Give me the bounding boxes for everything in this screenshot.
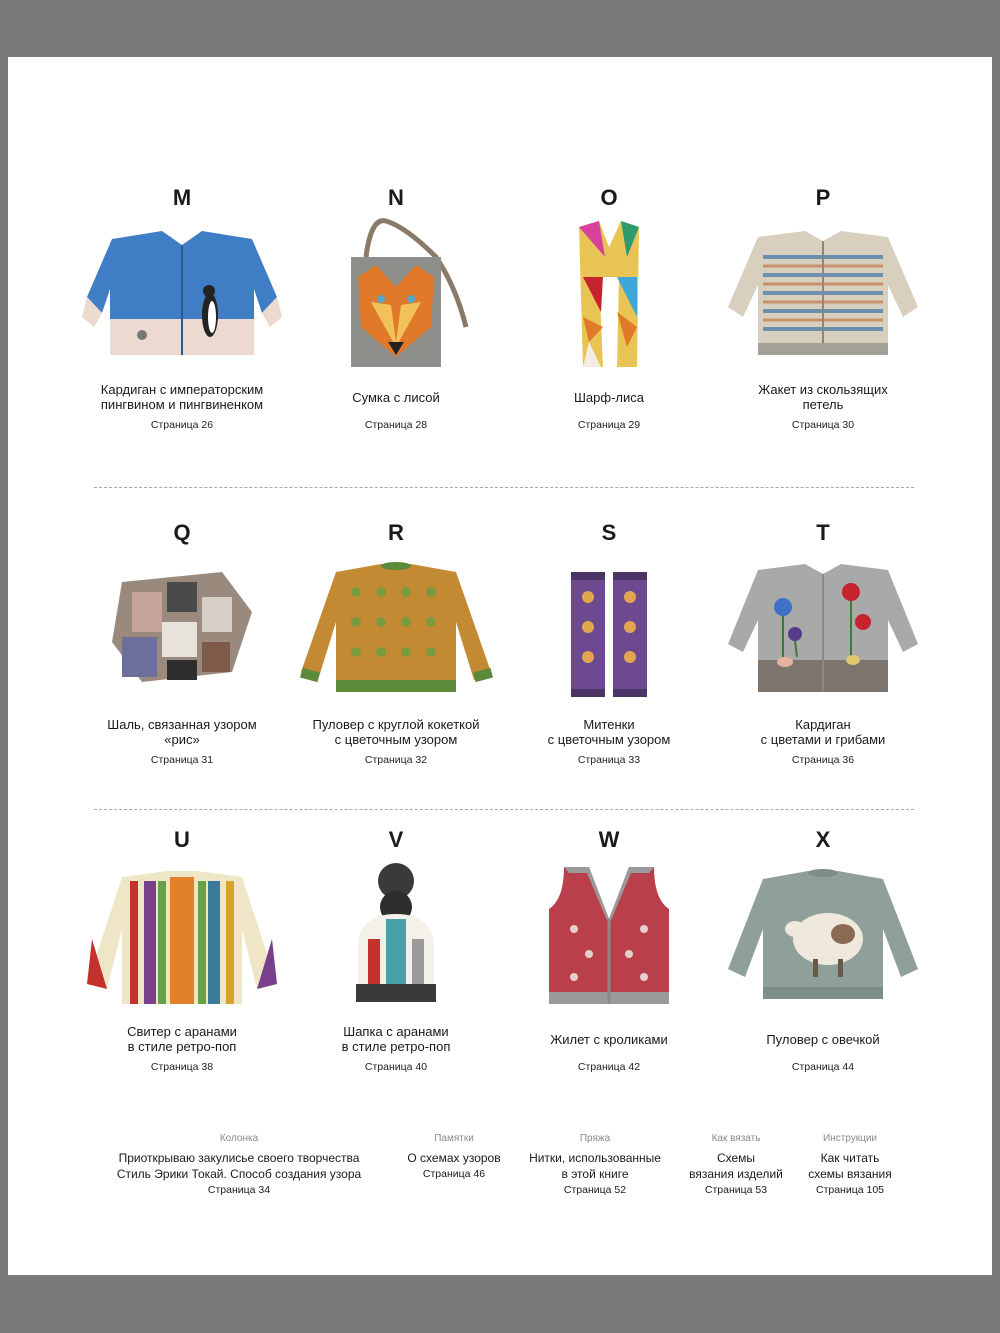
item-title: Сумка с лисой [352, 389, 440, 405]
item-page-ref: Страница 40 [364, 1061, 428, 1073]
footer-title-line: Приоткрываю закулисье своего творчества [118, 1151, 360, 1165]
footer-link-memos[interactable] [394, 1131, 514, 1182]
floral-mittens-image [509, 552, 709, 702]
item-title: Жилет с кроликами [550, 1031, 668, 1047]
item-letter: Q [173, 520, 191, 545]
item-letter: P [815, 185, 831, 210]
item-card-v[interactable] [289, 829, 503, 1099]
rice-stitch-shawl-image [82, 552, 282, 702]
footer-category: Инструкции [822, 1133, 877, 1144]
item-letter: V [388, 827, 404, 852]
footer-category: Как вязать [711, 1133, 761, 1144]
item-page-ref: Страница 38 [150, 1061, 214, 1073]
item-title: Шарф-лиса [574, 389, 644, 405]
item-letter: T [816, 520, 830, 545]
footer-page-ref: Страница 34 [207, 1184, 271, 1196]
item-title: Кардиган с императорским пингвином и пингвиненком [100, 382, 264, 412]
item-page-ref: Страница 29 [577, 419, 641, 431]
slip-stitch-jacket-image [723, 217, 923, 367]
item-letter: N [388, 185, 404, 210]
item-card-q[interactable] [75, 522, 289, 792]
item-page-ref: Страница 26 [150, 419, 214, 431]
footer-title-line: Как читать [820, 1151, 880, 1165]
item-title: Митенки с цветочным узором [547, 717, 671, 747]
item-letter: U [174, 827, 190, 852]
item-title: Свитер с аранами в стиле ретро-поп [127, 1024, 237, 1054]
footer-link-yarn[interactable] [520, 1131, 670, 1198]
fox-scarf-image [509, 217, 709, 367]
footer-title-line: Схемы [716, 1151, 756, 1165]
footer-page-ref: Страница 52 [563, 1184, 627, 1196]
item-card-p[interactable] [716, 187, 930, 457]
item-page-ref: Страница 32 [364, 754, 428, 766]
item-card-w[interactable] [502, 829, 716, 1099]
item-page-ref: Страница 44 [791, 1061, 855, 1073]
item-card-o[interactable] [502, 187, 716, 457]
item-title: Жакет из скользящих петель [758, 382, 888, 412]
item-title: Шапка с аранами в стиле ретро-поп [341, 1024, 451, 1054]
footer-title-line: Стиль Эрики Токай. Способ создания узора [116, 1167, 362, 1181]
item-page-ref: Страница 28 [364, 419, 428, 431]
retro-aran-sweater-image [82, 859, 282, 1009]
item-card-u[interactable] [75, 829, 289, 1099]
footer-category: Памятки [434, 1133, 474, 1144]
section-divider [94, 487, 914, 488]
item-card-r[interactable] [289, 522, 503, 792]
item-card-s[interactable] [502, 522, 716, 792]
item-letter: M [172, 185, 192, 210]
item-card-m[interactable] [75, 187, 289, 457]
footer-title-line: вязания изделий [689, 1167, 783, 1181]
section-divider [94, 809, 914, 810]
penguin-cardigan-image [82, 217, 282, 367]
item-title: Кардиган с цветами и грибами [760, 717, 886, 747]
item-letter: S [601, 520, 617, 545]
item-card-n[interactable] [289, 187, 503, 457]
footer-page-ref: Страница 105 [815, 1184, 885, 1196]
item-letter: O [600, 185, 618, 210]
item-card-t[interactable] [716, 522, 930, 792]
item-title: Шаль, связанная узором «рис» [107, 717, 257, 747]
footer-link-instructions[interactable] [800, 1131, 900, 1198]
item-page-ref: Страница 31 [150, 754, 214, 766]
sheep-pullover-image [723, 859, 923, 1009]
item-page-ref: Страница 33 [577, 754, 641, 766]
item-page-ref: Страница 36 [791, 754, 855, 766]
retro-aran-hat-image [296, 859, 496, 1009]
footer-title-line: в этой книге [561, 1167, 629, 1181]
footer-title-line: О схемах узоров [407, 1151, 501, 1165]
footer-page-ref: Страница 53 [704, 1184, 768, 1196]
catalog-page [8, 57, 992, 1275]
item-page-ref: Страница 30 [791, 419, 855, 431]
footer-page-ref: Страница 46 [422, 1168, 486, 1180]
footer-title-line: Нитки, использованные [529, 1151, 661, 1165]
item-letter: X [815, 827, 831, 852]
item-letter: W [598, 827, 620, 852]
footer-link-column[interactable] [108, 1131, 370, 1198]
footer-title-line: схемы вязания [808, 1167, 892, 1181]
item-title: Пуловер с круглой кокеткой с цветочным узором [312, 717, 480, 747]
fox-bag-image [296, 217, 496, 367]
footer-category: Колонка [219, 1133, 259, 1144]
flower-mushroom-cardigan-image [723, 552, 923, 702]
item-card-x[interactable] [716, 829, 930, 1099]
item-title: Пуловер с овечкой [766, 1031, 880, 1047]
rabbit-vest-image [509, 859, 709, 1009]
item-page-ref: Страница 42 [577, 1061, 641, 1073]
item-letter: R [388, 520, 404, 545]
floral-yoke-pullover-image [296, 552, 496, 702]
footer-category: Пряжа [579, 1133, 611, 1144]
footer-link-how-to-knit[interactable] [676, 1131, 796, 1198]
